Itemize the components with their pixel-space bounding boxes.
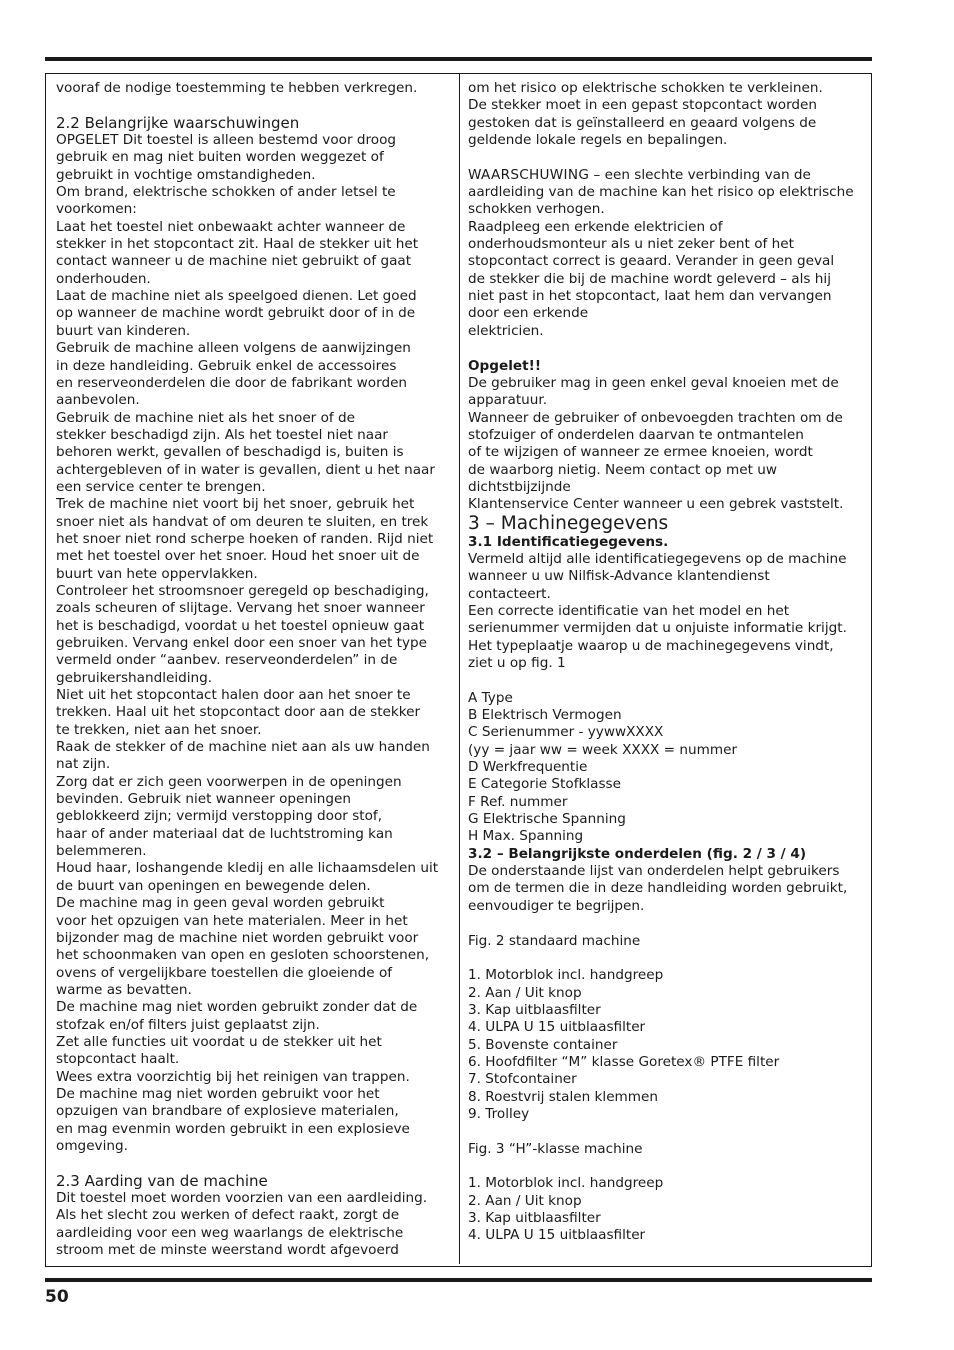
section-3-1-body: Vermeld altijd alle identificatiegegevens op de machine wanneer u uw Nilfisk-Advance klantendienst contacteert. Een correcte identificatie van het model en het serienummer vermijden dat u onjuiste informatie krijgt. Het typeplaatje waarop u de machinegegevens vindt, ziet u op fig. 1: [468, 550, 847, 671]
warning-text: – een slechte verbinding van de aardleiding van de machine kan het risico op elektrische schokken verhogen. Raadpleeg een erkende elektricien of onderhoudsmonteur als u niet zeker bent of het stopcontact correct is geaard. Verander in geen geval de stekker die bij de machine wordt geleverd – als hij niet past in het stopcontact, laat hem dan vervangen door een erkende elektricien.: [468, 166, 854, 339]
left-column: [56, 80, 454, 1259]
fig-2-title: Fig. 2 standaard machine: [468, 932, 641, 949]
section-2-3-body: Dit toestel moet worden voorzien van een aardleiding. Als het slecht zou werken of defect raakt, zorgt de aardleiding voor een weg waarlangs de elektrische stroom met de minste weerstand wordt afgevoerd: [56, 1190, 428, 1259]
page-number: 50: [45, 1287, 69, 1307]
right-column: [468, 80, 868, 1245]
warning-paragraph: [468, 167, 868, 340]
identification-list: A Type B Elektrisch Vermogen C Serienummer - yywwXXXX (yy = jaar ww = week XXXX = nummer D Werkfrequentie E Categorie Stofklasse F Ref. nummer G Elektrische Spanning H Max. Spanning: [468, 689, 738, 845]
fig-3-list: 1. Motorblok incl. handgreep 2. Aan / Uit knop 3. Kap uitblaasfilter 4. ULPA U 15 uitblaasfilter: [468, 1175, 664, 1244]
section-3-title: 3 – Machinegegevens: [468, 512, 669, 534]
section-2-2-body: OPGELET Dit toestel is alleen bestemd voor droog gebruik en mag niet buiten worden weggezet of gebruikt in vochtige omstandigheden. Om brand, elektrische schokken of ander letsel te voorkomen: Laat het toestel niet onbewaakt achter wanneer de stekker in het stopcontact zit. Haal de stekker uit het contact wanneer u de machine niet gebruikt of gaat onderhouden. Laat de machine niet als speelgoed dienen. Let goed op wanneer de machine wordt gebruikt door of in de buurt van kinderen. Gebruik de machine alleen volgens de aanwijzingen in deze handleiding. Gebruik enkel de accessoires en reserveonderdelen die door de fabrikant worden aanbevolen. Gebruik de machine niet als het snoer of de stekker beschadigd zijn. Als het toestel niet naar behoren werkt, gevallen of beschadigd is, buiten is achtergebleven of in water is gevallen, dient u het naar een service center te brengen. Trek de machine niet voort bij het snoer, gebruik het snoer niet als handvat of om deuren te sluiten, en trek het snoer niet rond scherpe hoeken of randen. Rijd niet met het toestel over het snoer. Houd het snoer uit de buurt van hete oppervlakken. Controleer het stroomsnoer geregeld op beschadiging, zoals scheuren of slijtage. Vervang het snoer wanneer het is beschadigd, voordat u het toestel opnieuw gaat gebruiken. Vervang enkel door een snoer van het type vermeld onder “aanbev. reserveonderdelen” in de gebruikershandleiding. Niet uit het stopcontact halen door aan het snoer te trekken. Haal uit het stopcontact door aan de stekker te trekken, niet aan het snoer. Raak de stekker of de machine niet aan als uw handen nat zijn. Zorg dat er zich geen voorwerpen in de openingen bevinden. Gebruik niet wanneer openingen geblokkeerd zijn; vermijd verstopping door stof, haar of ander materiaal dat de luchtstroming kan belemmeren. Houd haar, loshangende kledij en alle lichaamsdelen uit de buurt van openingen en bewegende delen. De machine mag in geen geval worden gebruikt voor het opzuigen van hete materialen. Meer in het bijzonder mag de machine niet worden gebruikt voor het schoonmaken van open en gesloten schoorstenen, ovens of vergelijkbare toestellen die gloeiende of warme as bevatten. De machine mag niet worden gebruikt zonder dat de stofzak en/of filters juist geplaatst zijn. Zet alle functies uit voordat u de stekker uit het stopcontact haalt. Wees extra voorzichtig bij het reinigen van trappen. De machine mag niet worden gebruikt voor het opzuigen van brandbare of explosieve materialen, en mag evenmin worden gebruikt in een explosieve omgeving.: [56, 132, 439, 1154]
section-3-1-title: 3.1 Identificatiegegevens.: [468, 533, 669, 550]
caution-body: De gebruiker mag in geen enkel geval knoeien met de apparatuur. Wanneer de gebruiker of onbevoegden trachten om de stofzuiger of onderdelen daarvan te ontmantelen of te wijzigen of wanneer ze ermee knoeien, wordt de waarborg nietig. Neem contact op met uw dichtstbijzijnde Klantenservice Center wanneer u een gebrek vaststelt.: [468, 374, 844, 513]
section-3-2-title: 3.2 – Belangrijkste onderdelen (fig. 2 / 3 / 4): [468, 845, 807, 862]
section-2-3-title: 2.3 Aarding van de machine: [56, 1171, 268, 1190]
fig-3-title: Fig. 3 “H”-klasse machine: [468, 1140, 643, 1157]
bottom-rule: [45, 1278, 872, 1282]
grounding-continued: om het risico op elektrische schokken te verkleinen. De stekker moet in een gepast stopcontact worden gestoken dat is geïnstalleerd en geaard volgens de geldende lokale regels en bepalingen.: [468, 80, 823, 149]
top-rule: [45, 57, 872, 61]
section-2-2-title: 2.2 Belangrijke waarschuwingen: [56, 113, 300, 132]
column-divider: [459, 74, 460, 1264]
intro-text: vooraf de nodige toestemming te hebben verkregen.: [56, 80, 418, 96]
section-3-2-body: De onderstaande lijst van onderdelen helpt gebruikers om de termen die in deze handleiding worden gebruikt, eenvoudiger te begrijpen.: [468, 863, 848, 914]
warning-label: WAARSCHUWING: [468, 166, 590, 183]
fig-2-list: 1. Motorblok incl. handgreep 2. Aan / Uit knop 3. Kap uitblaasfilter 4. ULPA U 15 uitblaasfilter 5. Bovenste container 6. Hoofdfilter “M” klasse Goretex® PTFE filter 7. Stofcontainer 8. Roestvrij stalen klemmen 9. Trolley: [468, 967, 780, 1122]
caution-title: Opgelet!!: [468, 357, 542, 374]
